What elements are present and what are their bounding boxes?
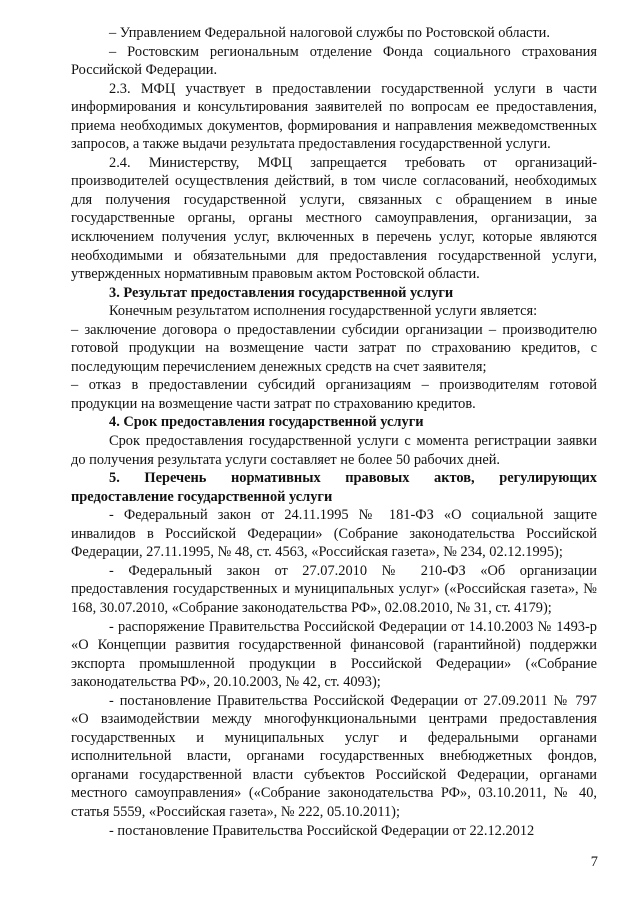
paragraph-result-contract: – заключение договора о предоставлении субсидии организации – производителю готовой продукции на возмещение части затрат по страхованию кредитов, с последующим перечислением денежных средств на счет заявителя;: [71, 321, 597, 375]
paragraph-order-1493: - распоряжение Правительства Российской Федерации от 14.10.2003 № 1493-р «О Концепции развития государственной финансовой (гарантийной) поддержки экспорта промышленной продукции в Российской Федерации» («Собрание законодательства РФ», 20.10.2003, № 42, ст. 4093);: [71, 618, 597, 691]
paragraph-result-intro: Конечным результатом исполнения государственной услуги является:: [109, 303, 538, 320]
paragraph-fns-item: – Управлением Федеральной налоговой службы по Ростовской области.: [109, 25, 550, 41]
paragraph-law-181: - Федеральный закон от 24.11.1995 № 181-ФЗ «О социальной защите инвалидов в Российской Федерации» (Собрание законодательства Российской Федерации, 27.11.1995, № 48, ст. 4563, «Российская газета», № 234, 02.12.1995);: [71, 507, 597, 561]
section-heading-5: 5. Перечень нормативных правовых актов, регулирующих предоставление государственной услуги: [71, 470, 597, 505]
paragraph-2-3: 2.3. МФЦ участвует в предоставлении государственной услуги в части информирования и консультирования заявителей по вопросам ее предоставления, приема необходимых документов, формирования и направления межведомственных запросов, а также выдачи результата предоставления государственной услуги.: [71, 80, 597, 153]
paragraph-resolution-2012: - постановление Правительства Российской Федерации от 22.12.2012: [109, 822, 535, 839]
paragraph-2-4: 2.4. Министерству, МФЦ запрещается требовать от организаций-производителей осуществления действий, в том числе согласований, необходимых для получения государственной услуги, связанных с обращением в иные государственные органы, органы местного самоуправления, организации, за исключением получения услуг, включенных в перечень услуг, которые являются необходимыми и обязательными для предоставления государственной услуги, утвержденных нормативным правовым актом Ростовской области.: [71, 154, 597, 283]
section-heading-3: 3. Результат предоставления государственной услуги: [109, 284, 454, 301]
document-page: [71, 24, 597, 840]
section-heading-4: 4. Срок предоставления государственной услуги: [109, 414, 424, 431]
paragraph-result-refusal: – отказ в предоставлении субсидий организациям – производителям готовой продукции на возмещение части затрат по страхованию кредитов.: [71, 377, 597, 412]
paragraph-law-210: - Федеральный закон от 27.07.2010 № 210-ФЗ «Об организации предоставления государственных и муниципальных услуг» («Российская газета», № 168, 30.07.2010, «Собрание законодательства РФ», 02.08.2010, № 31, ст. 4179);: [71, 562, 597, 616]
page-number: 7: [590, 854, 598, 870]
paragraph-term: Срок предоставления государственной услуги с момента регистрации заявки до получения результата услуги составляет не более 50 рабочих дней.: [71, 433, 597, 468]
paragraph-fss-item: – Ростовским региональным отделение Фонда социального страхования Российской Федерации.: [71, 43, 597, 79]
paragraph-resolution-797: - постановление Правительства Российской Федерации от 27.09.2011 № 797 «О взаимодействии между многофункциональными центрами предоставления государственных и муниципальных услуг и федеральными органами исполнительной власти, органами государственных внебюджетных фондов, органами государственной власти субъектов Российской Федерации, органами местного самоуправления» («Собрание законодательства РФ», 03.10.2011, № 40, статья 5559, «Российская газета», № 222, 05.10.2011);: [71, 692, 597, 820]
